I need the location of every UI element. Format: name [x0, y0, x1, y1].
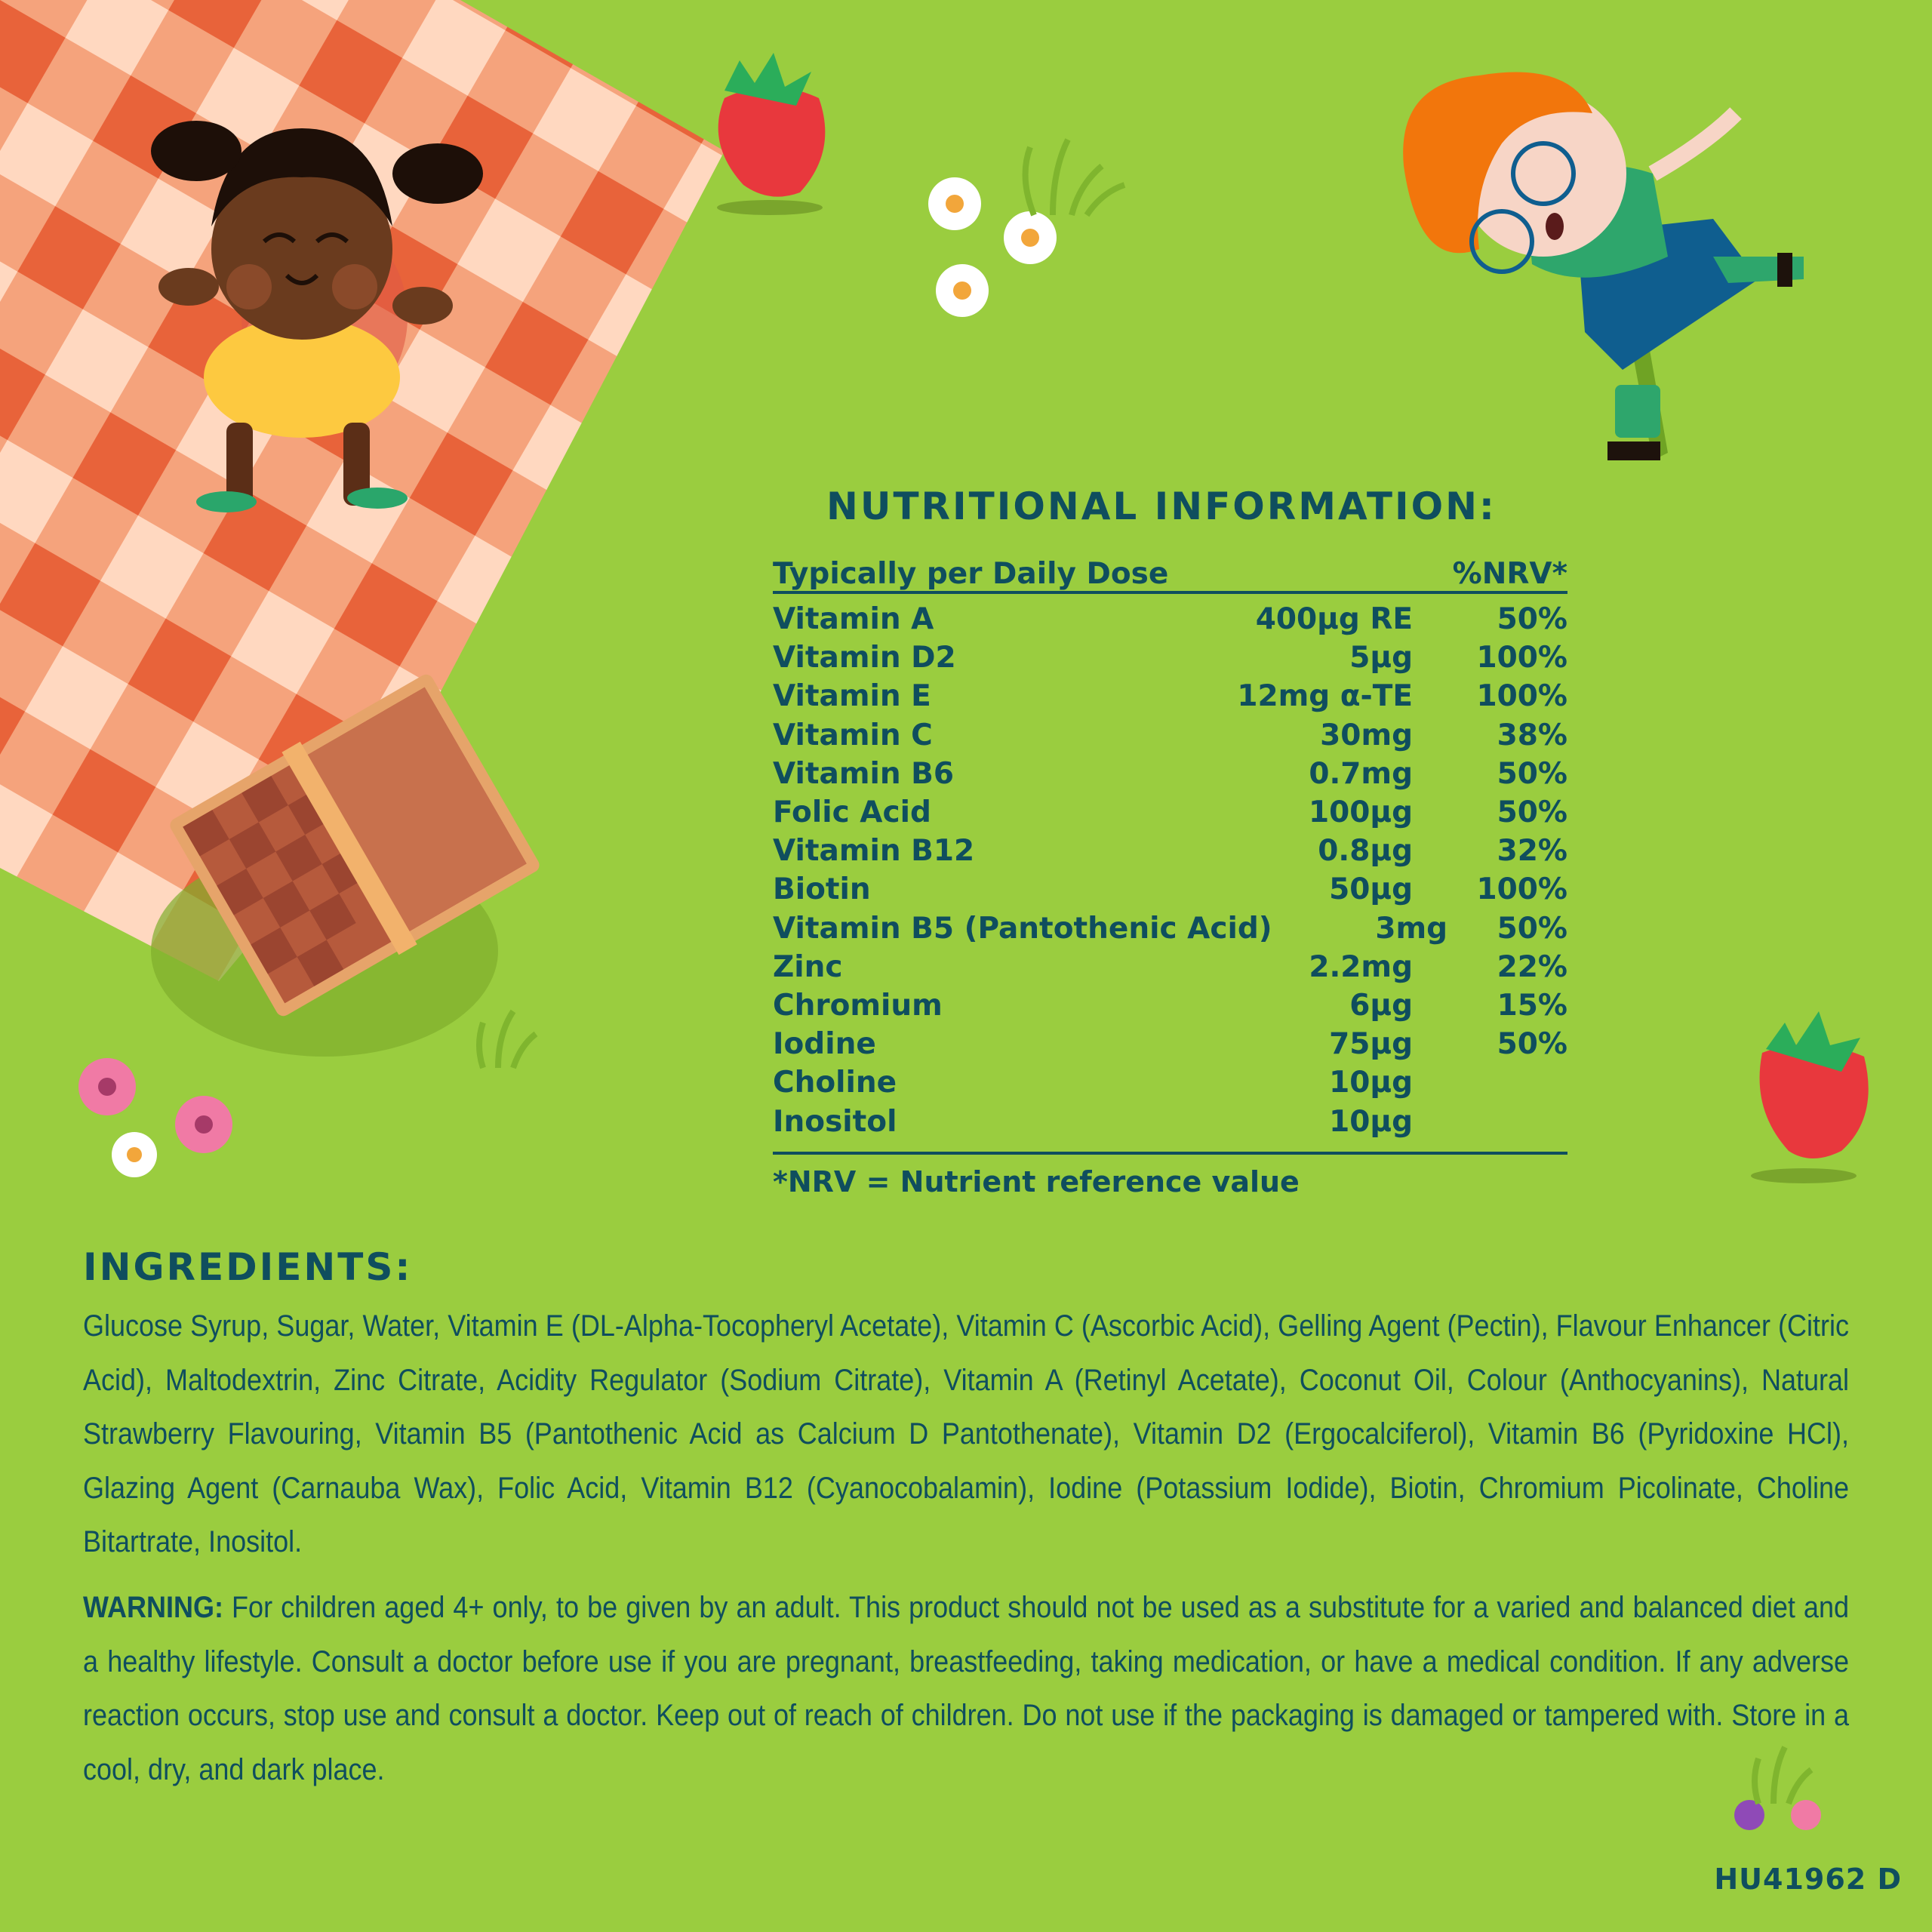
ingredients-text: Glucose Syrup, Sugar, Water, Vitamin E (DL-Alpha-Tocopheryl Acetate), Vitamin C (Ascorbic Acid), Gelling Agent (Pectin), Flavour Enhancer (Citric Acid), Maltodextrin, Zinc Citrate, Acidity Regulator (Sodium Citrate), Vitamin A (Retinyl Acetate), Coconut Oil, Colour (Anthocyanins), Natural Strawberry Flavouring, Vitamin B5 (Pantothenic Acid as Calcium D Pantothenate), Vitamin D2 (Ergocalciferol), Vitamin B6 (Pyridoxine HCl), Glazing Agent (Carnauba Wax), Folic Acid, Vitamin B12 (Cyanocobalamin), Iodine (Potassium Iodide), Biotin, Chromium Picolinate, Choline Bitartrate, Inositol. — [83, 1309, 1849, 1558]
nutrient-nrv: 22% — [1497, 949, 1567, 984]
ingredients-title: INGREDIENTS: — [83, 1245, 413, 1289]
nutrient-name: Vitamin B12 — [773, 834, 975, 869]
nutrient-amount: 400µg RE — [1255, 602, 1413, 637]
nutrition-title: NUTRITIONAL INFORMATION: — [826, 485, 1497, 528]
nutrient-amount: 30mg — [1320, 718, 1413, 752]
nutrient-nrv: 100% — [1476, 679, 1567, 714]
nutrient-name: Choline — [773, 1066, 897, 1100]
nutrient-nrv: 50% — [1497, 602, 1567, 637]
nutrition-header-nrv: %NRV* — [1452, 557, 1567, 591]
nutrition-row — [773, 986, 1567, 1025]
nutrient-name: Folic Acid — [773, 795, 931, 830]
nutrition-row — [773, 1025, 1567, 1063]
nutrition-row — [773, 870, 1567, 909]
nutrient-name: Vitamin B5 (Pantothenic Acid) — [773, 911, 1272, 946]
nutrient-name: Vitamin E — [773, 679, 931, 714]
nutrient-name: Chromium — [773, 988, 943, 1023]
nutrition-row — [773, 677, 1567, 715]
nutrition-header — [773, 547, 1567, 594]
strawberry — [717, 53, 825, 215]
nutrition-row — [773, 716, 1567, 755]
nutrition-row — [773, 755, 1567, 793]
nutrient-name: Zinc — [773, 949, 843, 984]
warning-paragraph — [83, 1581, 1849, 1797]
nutrition-rows — [773, 600, 1567, 1141]
nutrient-nrv: 15% — [1497, 988, 1567, 1023]
nutrient-name: Vitamin A — [773, 602, 934, 637]
warning-label: WARNING: — [83, 1591, 223, 1624]
nutrition-row — [773, 1102, 1567, 1140]
nutrient-amount: 0.7mg — [1309, 756, 1413, 791]
nutrient-amount: 0.8µg — [1318, 834, 1413, 869]
nutrient-amount: 6µg — [1349, 988, 1413, 1023]
strawberry — [1751, 1011, 1869, 1183]
nutrient-nrv: 50% — [1497, 756, 1567, 791]
nutrient-amount: 3mg — [1375, 911, 1448, 946]
nutrient-amount: 50µg — [1329, 872, 1413, 907]
nutrient-amount: 5µg — [1349, 641, 1413, 675]
product-code: HU41962 D — [1714, 1863, 1902, 1896]
nutrition-divider — [773, 1152, 1567, 1155]
nutrient-amount: 12mg α-TE — [1237, 679, 1413, 714]
nutrient-name: Vitamin B6 — [773, 756, 955, 791]
nutrient-nrv: 38% — [1497, 718, 1567, 752]
nutrient-nrv: 50% — [1497, 1027, 1567, 1062]
nutrient-amount: 10µg — [1329, 1066, 1413, 1100]
nutrient-amount: 75µg — [1329, 1027, 1413, 1062]
boy-with-glasses — [1403, 72, 1804, 460]
nutrient-nrv: 32% — [1497, 834, 1567, 869]
nutrient-amount: 100µg — [1308, 795, 1413, 830]
nutrient-name: Vitamin D2 — [773, 641, 956, 675]
nutrient-amount: 2.2mg — [1309, 949, 1413, 984]
nutrition-row — [773, 1063, 1567, 1102]
nutrition-header-label: Typically per Daily Dose — [773, 557, 1169, 591]
nutrient-nrv: 100% — [1476, 641, 1567, 675]
warning-text: For children aged 4+ only, to be given by an adult. This product should not be used as a substitute for a varied and balanced diet and a healthy lifestyle. Consult a doctor before use if you are pregnant, breastfeeding, taking medication, or have a medical condition. If any adverse reaction occurs, stop use and consult a doctor. Keep out of reach of children. Do not use if the packaging is damaged or tampered with. Store in a cool, dry, and dark place. — [83, 1591, 1849, 1786]
nutrient-nrv: 50% — [1497, 911, 1567, 946]
nutrient-nrv: 50% — [1497, 795, 1567, 830]
nutrient-nrv: 100% — [1476, 872, 1567, 907]
nutrition-footnote: *NRV = Nutrient reference value — [773, 1164, 1300, 1198]
nutrition-row — [773, 832, 1567, 870]
nutrition-row — [773, 600, 1567, 638]
nutrient-amount: 10µg — [1329, 1104, 1413, 1139]
nutrient-name: Vitamin C — [773, 718, 933, 752]
nutrition-table — [773, 547, 1567, 1198]
nutrition-row — [773, 793, 1567, 832]
nutrient-name: Biotin — [773, 872, 871, 907]
nutrient-name: Iodine — [773, 1027, 876, 1062]
nutrition-row — [773, 638, 1567, 677]
nutrition-row — [773, 948, 1567, 986]
nutrient-name: Inositol — [773, 1104, 897, 1139]
nutrition-row — [773, 909, 1567, 948]
